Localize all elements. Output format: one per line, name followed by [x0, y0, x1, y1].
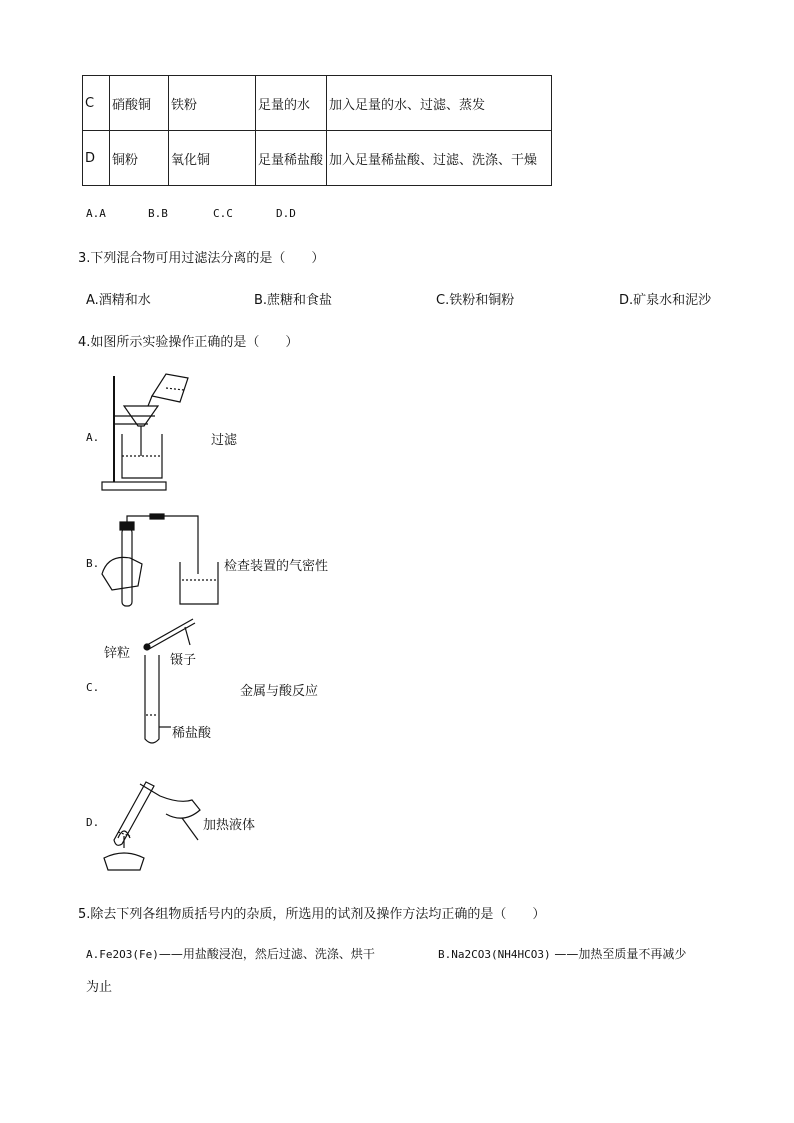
q3-option-a: A.酒精和水: [86, 293, 151, 308]
q5-option-b-continuation: 为止: [86, 980, 113, 995]
zinc-granule-label: 锌粒: [104, 646, 131, 661]
table-cell: 硝酸铜: [110, 76, 169, 131]
tweezers-label: 镊子: [170, 653, 197, 668]
q5-option-a: [86, 945, 375, 962]
table-cell: 加入足量的水、过滤、蒸发: [327, 76, 552, 131]
q2-option-c: C.C: [213, 207, 233, 220]
table-cell: 足量的水: [256, 76, 327, 131]
q5-option-b: [438, 945, 686, 962]
table-cell: D: [83, 131, 110, 186]
q2-option-b: B.B: [148, 207, 168, 220]
q4-stem: 4.如图所示实验操作正确的是（ ）: [78, 335, 299, 350]
q4-option-b-letter: B.: [86, 557, 100, 570]
table-cell: 铜粉: [110, 131, 169, 186]
q4-option-d-caption: 加热液体: [203, 818, 256, 833]
q4-option-d-letter: D.: [86, 816, 100, 829]
q5-option-b-text: ——加热至质量不再减少: [554, 947, 687, 961]
q4-option-a-letter: A.: [86, 431, 100, 444]
q5-option-a-formula: A.Fe2O3(Fe): [86, 948, 159, 961]
q3-stem: 3.下列混合物可用过滤法分离的是（ ）: [78, 251, 325, 266]
filtration-apparatus-diagram: [100, 366, 200, 494]
table-cell: 氧化铜: [169, 131, 256, 186]
q4-option-c-letter: C.: [86, 681, 100, 694]
q4-option-c-caption: 金属与酸反应: [240, 684, 319, 699]
q4-option-a-caption: 过滤: [211, 433, 238, 448]
answer-table: [82, 75, 552, 186]
q5-option-a-text: ——用盐酸浸泡，然后过滤、洗涤、烘干: [158, 947, 375, 961]
q3-option-c: C.铁粉和铜粉: [436, 293, 515, 308]
table-cell: 铁粉: [169, 76, 256, 131]
table-cell: 加入足量稀盐酸、过滤、洗涤、干燥: [327, 131, 552, 186]
q2-option-a: A.A: [86, 207, 106, 220]
q3-option-b: B.蔗糖和食盐: [254, 293, 333, 308]
airtightness-check-diagram: [100, 514, 220, 608]
table-cell: C: [83, 76, 110, 131]
table-cell: 足量稀盐酸: [256, 131, 327, 186]
q3-option-d: D.矿泉水和泥沙: [619, 293, 712, 308]
q5-option-b-formula: B.Na2CO3(NH4HCO3): [438, 948, 551, 961]
q5-stem: 5.除去下列各组物质括号内的杂质，所选用的试剂及操作方法均正确的是（ ）: [78, 907, 546, 922]
dilute-hcl-label: 稀盐酸: [172, 726, 212, 741]
heating-liquid-diagram: [100, 774, 204, 874]
q4-option-b-caption: 检查装置的气密性: [224, 559, 329, 574]
table-row: [83, 76, 552, 131]
q2-option-d: D.D: [276, 207, 296, 220]
table-row: [83, 131, 552, 186]
